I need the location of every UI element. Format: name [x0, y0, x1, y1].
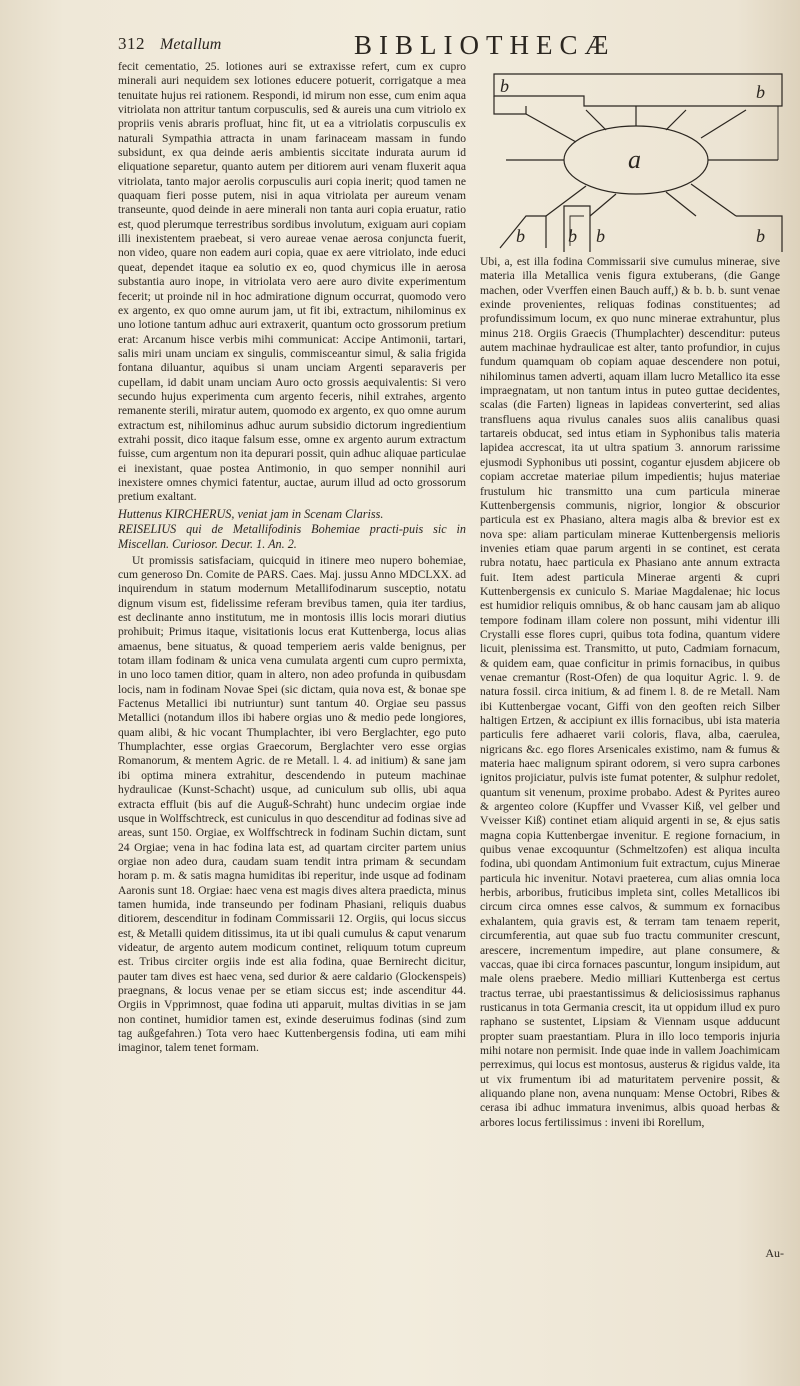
label-b: b [500, 76, 509, 96]
running-head: Metallum [160, 36, 222, 53]
label-a: a [628, 145, 641, 174]
label-b: b [756, 226, 765, 246]
mine-diagram [486, 66, 786, 254]
page-header [118, 30, 778, 64]
label-b: b [516, 226, 525, 246]
section-subheading: REISELIUS qui de Metallifodinis Bohemiae practi-puis sic in Miscellan. Curiosor. Decur. 1. An. 2. [118, 521, 466, 551]
left-column [118, 60, 466, 1056]
right-column [480, 255, 780, 1130]
page-number: 312 [118, 34, 145, 53]
catchword: Au- [765, 1246, 784, 1260]
paragraph: Ubi, a, est illa fodina Commissarii sive cumulus minerae, sive materia illa Metallica venis figura extuberans, (die Gange machen, oder Vverffen einen Bauch auff,) & b. b. b. sunt venae exinde provenientes, reliquas fodinas constituentes; ad profundissimum locum, ex quo nunc minerae extrahuntur, plus minus 218. Orgiis Graecis (Thumplachter) descenditur: puteus autem machinae hydraulicae est alter, tanto profundior, in cujus fundum quamquam ob copiam aquae descendere non potui, nihilominus tamen adverti, aquam illam lucro Metallico ita esse impraegnatam, ut non tantum intus in puteo guttae decidentes, scalas (die Farten) ligneas in lapideas converterint, sed alias transfluens aqua rivulus canales suos aliis canalibus quasi tartareis obducat, sed intus etiam in Syphonibus talis materia lapidea accrescat, ita ut ultra spatium 3. annorum rarissime ejusmodi Syphonibus uti possint, cogantur ejusdem abjicere ob copiam accretae materiae pilum impedientis; hujus materiae frustulum hic transmitto una cum particula minerae Kuttenbergensis communis, nigrior, longior & obscurior particula est ex Phasiano, altera magis alba & brevior est ex nova spe: aliam particulam minerae Kuttenbergensis melioris invenies etiam quae parum argenti in se continet, est cerata rubra notatu, haec particula ex Phasiano ante annum extracta fuit. Item adest particula Minerae argenti & cupri Kuttenbergensis ex cuniculo S. Mariae Magdalenae; hic locus est humidior reliquis omnibus, & ob hanc causam jam ab aliquo tempore fodinam illam colere non possunt, mihi videntur illi Crystalli esse flores cupri, quibus tota fodina, quantum videre licuit, plenissima est. Transmitto, ut puto, Cadmiam fornacum, & quidem eam, quae conficitur in primis fornacibus, in quibus venae cremantur (Rost-Ofen) de qua loquitur Agric. l. 9. de natura fossil. circa initium, & ad finem l. 8. de re Metall. Nam ibi Kuttenbergae vocant, Giffi von den geoften reich Silber haltigen Ertzen, & accipiunt ex illis fornacibus, ubi ista materia particulis fere adhaeret varii coloris, flava, alba, caerulea, nigricans &c. ego flores Arsenicales existimo, nam & fumus & materia haec malignum spirant odorem, si vero supra carbones ignitos projiciatur, pulvis iste fumat potenter, & sulphur redolet, quantum sit venenum, proxime probabo. Adest & Pyrites aureo & argenteo colore (Kupffer und Vvasser Kiß, vel gelber und Vveisser Kiß) continet etiam aliquid argenti in se, & ejus satis magna copia Kuttenbergae invenitur. E regione fornacium, in quibus venae excoquuntur (Schmeltzofen) est aliqua inculta fodina, ubi quondam Antimonium fuit extractum, cujus Minerae particula hic invenitur. Notavi praeterea, cum alias omnia loca herbis, arboribus, fruticibus impleta sint, colles Metallicos ibi circum circa omnes esse calvos, & summum ex fornacibus exhalantem, quia gravis est, & terram tam tenaem reperit, circumferentia, aut quae sub fuo tractu communiter crescunt, arescere, incrementum impedire, aut plane consumere, & vaccas, quae ibi circa fornaces pascuntur, longum insipidum, aut male olens praebere. Medio milliari Kuttenberga est certus tractus terrae, ubi praestantissimus & deliciosissimus raphanus rusticanus in tota Germania crescit, ita ut oppidum illud ex puro raphano se sustentet, Lipsiam & Viennam usque adducunt propter suam praestantiam. Plura in illo loco temporis injuria mihi notare non permisit. Inde quae inde in vallem Joachimicam perreximus, qui locus est montosus, austerus & rigidus valde, ita ut vix frumentum ibi ad maturitatem pervenire possit, & aliquando plane non, avena nunquam: Mense Octobri, Ribes & cerasa ibi adhuc immatura invenimus, albis quoad herbas & arbores locus fertilissimus : inveni ibi Rorellum, [480, 255, 780, 1129]
section-heading: Huttenus KIRCHERUS, veniat jam in Scenam Clariss. [118, 506, 384, 521]
vein-left-top [494, 96, 526, 114]
page-title: BIBLIOTHECÆ [354, 30, 616, 60]
label-b: b [756, 82, 765, 102]
label-b: b [596, 226, 605, 246]
vein-top [494, 74, 782, 106]
label-b: b [568, 226, 577, 246]
paragraph: fecit cementatio, 25. lotiones auri se extraxisse refert, cum ex cupro minerali auri nequidem sex lotiones educere potuerit, corrigatque a mea tenuitate hujus rei rationem. Respondi, id mirum non esse, cum enim aqua vitriolata non attritur tantum corpusculis, sed & aureis una cum vitriolo ex propriis venis abraris profluat, hinc fit, ut ea a vitriolatis corpusculis ex naturali Sympathia attracta in unam farinaceam massam in fundo subsidunt, ex qua deinde aeris ambientis siccitate indurata aurum id eliquatione separetur, quanto autem per ditiorem auri venam fluxerit aqua vitriolata, tanto major aerolis corpusculis auri copia inerit; quod tamen ne quaquam fieri posse putem, nisi in aqua vitriolata per aureum venam transeunte, quod deinde in aere minerali non tanta auri copia eruatur, ratio est, quod plerumque terrestribus sordibus involutum, exiguam auri copiam illi inexistentem praebeat, si vero aureae venae aerosa conjuncta fuerit, non video, quare non eadem auri copia, quae ex aere vitriolato, inde educi queat, dependet itaque ea solutio ex eo, quod chymicus ille in aerosa substantia auro inope, in vitriolata vero aere auro divite experimentum fecerit; ut proinde nil in hoc admiratione dignum occurrat, quomodo vero ex argento, ex quo omne aurum jam, ut fit ibi, extractum, nihilominus ex uno lotione tantum adhuc auri extraxerit, quantum octo grossorum pretium erat: Arcanum hisce verbis mihi communicat: Accipe Antimonii, tartari, salis miri unam unciam ex singulis, commisceantur simul, & salia frigida fontana diluantur, aquibus si unam unciam Argenti separaveris per cupellam, id dabit unam unciam Auro octo grossis aequivalentis: Si vero secundo hujus experimenta cum argento feceris, nihil extrahes, argento remanente sterili, miratur autem, quomodo ex argento, ex quo omne aurum extractum est, nihilominus adhuc aurum subsidio dictorum ingredientium extrahi possit, dico itaque falsum esse, omne ex argento aurum extractum fuisse, cum argentum non ita depurari possit, quin adhuc aliquae particulae ei inexistant, quae postea Antimonio, in quo semper nonnihil auri inexistere omnes chymici fatentur, auctae, aurum illud ad octo grossorum pretium exaltant. [118, 60, 466, 504]
paragraph: Ut promissis satisfaciam, quicquid in itinere meo nupero bohemiae, cum generoso Dn. Comite de PARS. Caes. Maj. jussu Anno MDCLXX. ad inquirendum in statum modernum Metallifodinarum susceptio, notatu dignum visum est, fidelissime referam brevibus tamen, quia iter tardius, est declinante anno institutum, me in montosis illis locis morari diutius prohibuit; Primus itaque, visitationis locus erat Kuttenberga, locus alias amaenus, bene situatus, & quoad temperiem aeris valde benignus, per totam illam fodinam & unica vena cumulata argenti cum cupro permixta, in uno loco tamen ditior, quam in altero, non adeo profunda in quibusdam locis, nam in fodinam Novae Spei (sic dictam, quia nova est, & bonae spe Factenus Metallici ibi nutriuntur) sunt tantum 40. Orgiae seu passus Metallici (notandum illos ibi habere orgias uno & medio pede longiores, quam alibi, & hic vocant Thumplachter, ibi vero Berglachter, ego puto Thumplachter, esse orgias Graecorum, Berglachter vero esse orgias Romanorum, & mentem Agric. de re Metall. l. 4. ad initium) & sane jam ibi optima minera extrahitur, descendendo in puteum machinae hydraulicae (Kunst-Schacht) usque, ad cuniculum sub ollis, ubi aqua extracta effluit (bis auf die Auguß-Schraht) hunc undecim orgiae inde usque in Wolffschtreck, est cuniculus in quo descenditur ad fodinas sive ad areas, sunt 150. Orgiae, ex Wolffschtreck in fodinam Suchin dictam, sunt 24 Orgiae; vena in hac fodina lata est, ad quartam circiter partem unius orgiae non adeo dura, caudam suam tendit intra primam & secundam horam p. m. & satis magna humiditas ibi reperitur, inde usque ad fodinam Aaronis sunt 18. Orgiae: haec vena est magis dives altera praedicta, minus tamen humida, inde transeundo per fodinam Phasiani, reliquis duabus ditiorem, descenditur in fodinam Commissarii 12. Orgiis, qui locus siccus est, & Metalli quidem ditissimus, ita ut ibi quali cumulus & caput venarum videatur, de argento autem modicum continet, reliquum totum cupreum est. Tribus circiter orgiis inde est alia fodina, quae Bernirecht dicitur, pauter tam dives est haec vena, sed durior & aere caldario (Glockenspeis) praegnans, & locus venae per se etiam siccus est; inde ascenditur 44. Orgiis in Vpprimnost, quae fodina uti apparuit, multas divitias in se jam non continet, humidior tamen est, exinde deseruimus fodinas (sind zum tag außgefahren.) Tota vero haec Kuttenbergensis fodina, uti eam mihi imaginor, talem tenet formam. [118, 553, 466, 1055]
